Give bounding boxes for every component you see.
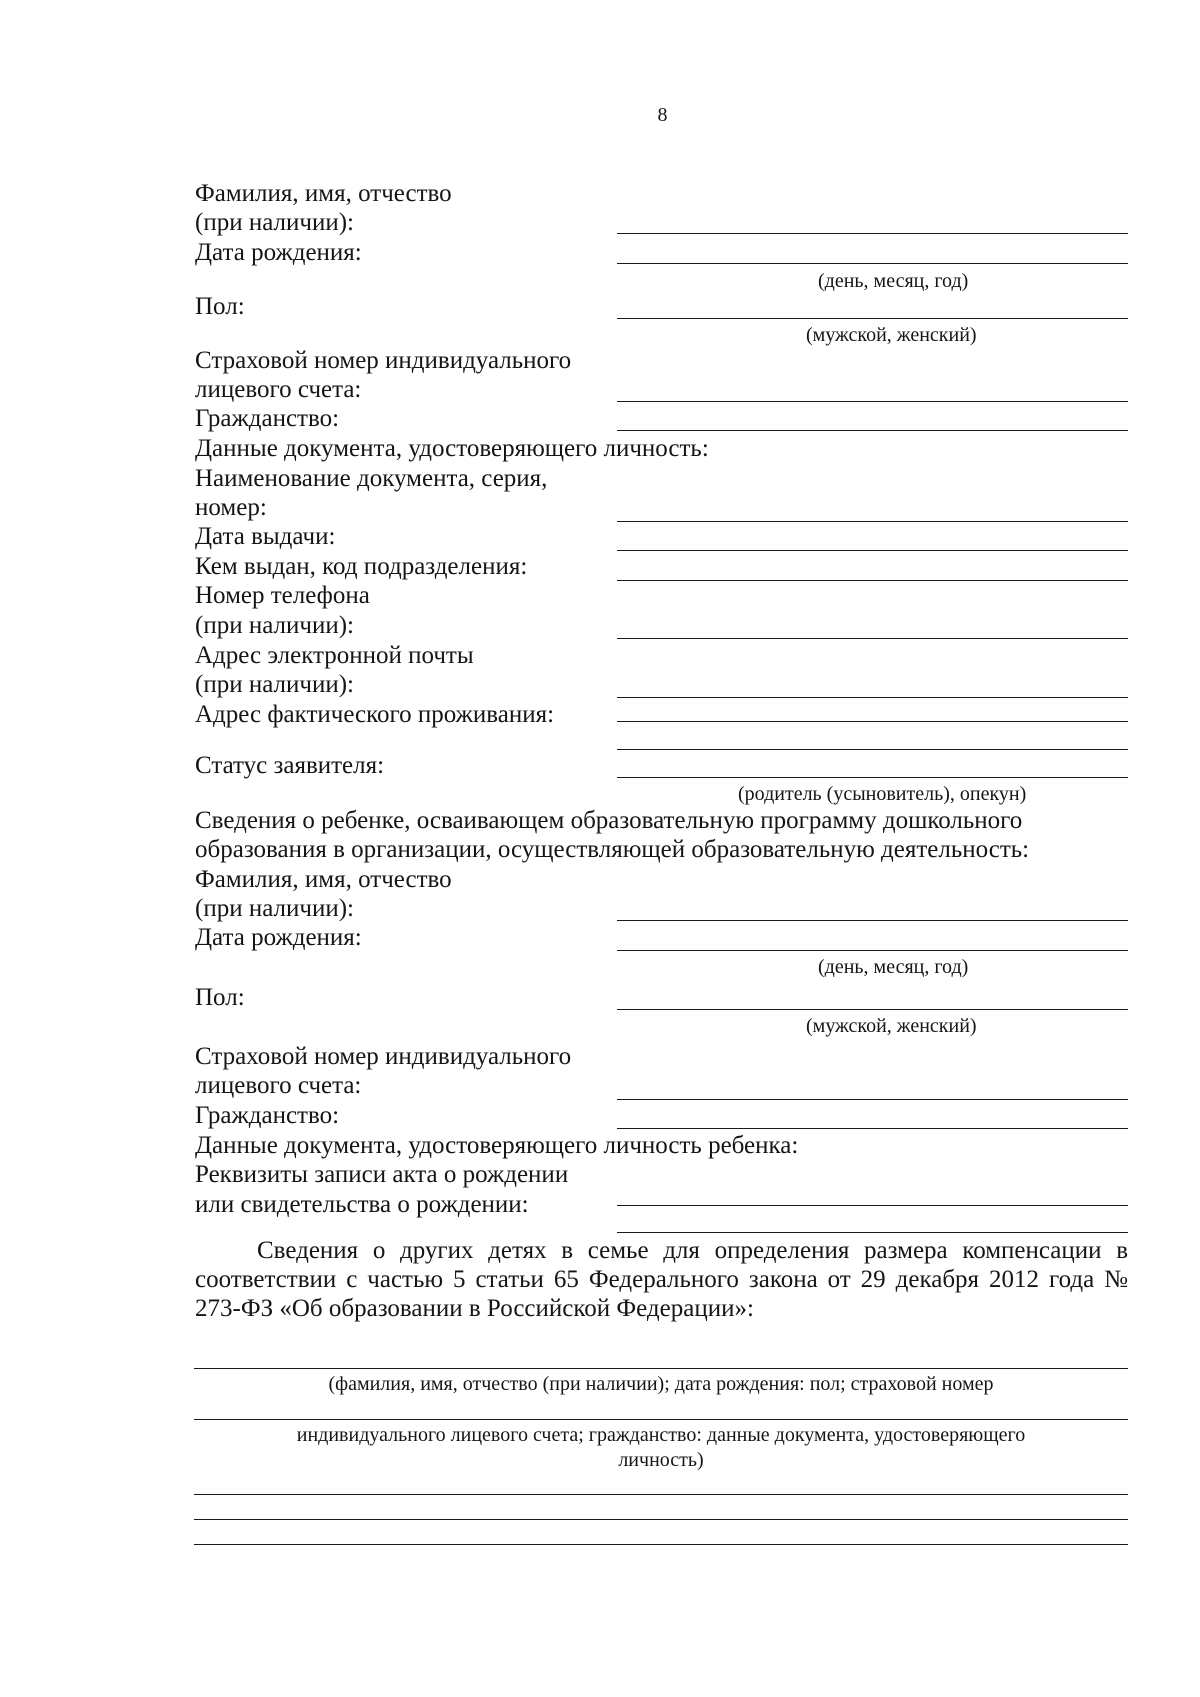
- other-children-field[interactable]: [194, 1368, 1128, 1369]
- applicant-phone-label: Номер телефона: [195, 582, 370, 609]
- applicant-status-field[interactable]: [617, 777, 1128, 778]
- applicant-citizenship-field[interactable]: [617, 430, 1128, 431]
- child-sex-field[interactable]: [617, 1009, 1128, 1010]
- applicant-birth-date-field[interactable]: [617, 263, 1128, 264]
- applicant-email-field[interactable]: [617, 697, 1128, 698]
- other-children-caption-2-cont: личность): [618, 1449, 704, 1471]
- child-id-doc-heading: Данные документа, удостоверяющего личность ребенка:: [195, 1132, 799, 1159]
- child-snils-label: Страховой номер индивидуального: [195, 1043, 572, 1070]
- other-children-text: Сведения о других детях в семье для определения размера компенсации в соответствии с частью 5 статьи 65 Федерального закона от 29 декабря 2012 года № 273-ФЗ «Об образовании в Российской Федерации»:: [195, 1237, 1128, 1322]
- applicant-issued-by-label: Кем выдан, код подразделения:: [195, 553, 528, 580]
- applicant-phone-label-cont: (при наличии):: [195, 612, 354, 639]
- applicant-id-doc-heading: Данные документа, удостоверяющего личность:: [195, 435, 709, 462]
- applicant-doc-name-label: Наименование документа, серия,: [195, 465, 548, 492]
- applicant-birth-date-hint: (день, месяц, год): [818, 270, 969, 292]
- child-birth-date-hint: (день, месяц, год): [818, 956, 969, 978]
- applicant-sex-field[interactable]: [617, 318, 1128, 319]
- other-children-caption: (фамилия, имя, отчество (при наличии); дата рождения: пол; страховой номер: [328, 1373, 994, 1395]
- child-birth-date-field[interactable]: [617, 950, 1128, 951]
- applicant-sex-hint: (мужской, женский): [806, 324, 977, 346]
- other-children-field-line5[interactable]: [194, 1544, 1128, 1545]
- applicant-address-label: Адрес фактического проживания:: [195, 701, 555, 728]
- child-fio-field[interactable]: [617, 920, 1128, 921]
- other-children-caption-2: индивидуального лицевого счета; гражданство: данные документа, удостоверяющего: [296, 1424, 1026, 1446]
- applicant-sex-label: Пол:: [195, 293, 245, 320]
- applicant-citizenship-label: Гражданство:: [195, 405, 340, 432]
- applicant-fio-label: Фамилия, имя, отчество: [195, 180, 452, 207]
- other-children-field-line3[interactable]: [194, 1494, 1128, 1495]
- child-birth-record-label-cont: или свидетельства о рождении:: [195, 1191, 529, 1218]
- other-children-field-line2[interactable]: [194, 1419, 1128, 1420]
- applicant-address-field-line2[interactable]: [617, 749, 1128, 750]
- page-number: 8: [657, 104, 668, 126]
- other-children-field-line4[interactable]: [194, 1519, 1128, 1520]
- applicant-doc-name-label-cont: номер:: [195, 494, 267, 521]
- applicant-snils-field[interactable]: [617, 401, 1128, 402]
- child-snils-label-cont: лицевого счета:: [195, 1072, 362, 1099]
- child-fio-label: Фамилия, имя, отчество: [195, 866, 452, 893]
- applicant-address-field[interactable]: [617, 721, 1128, 722]
- child-citizenship-label: Гражданство:: [195, 1102, 340, 1129]
- child-heading-cont: образования в организации, осуществляющей образовательную деятельность:: [195, 836, 1030, 863]
- applicant-doc-name-field[interactable]: [617, 521, 1128, 522]
- applicant-snils-label: Страховой номер индивидуального: [195, 347, 572, 374]
- child-fio-label-cont: (при наличии):: [195, 895, 354, 922]
- child-citizenship-field[interactable]: [617, 1128, 1128, 1129]
- applicant-phone-field[interactable]: [617, 638, 1128, 639]
- child-birth-date-label: Дата рождения:: [195, 924, 362, 951]
- applicant-status-label: Статус заявителя:: [195, 752, 385, 779]
- other-children-paragraph: [195, 1236, 1128, 1323]
- child-birth-record-field-line2[interactable]: [617, 1232, 1128, 1233]
- child-sex-label: Пол:: [195, 984, 245, 1011]
- applicant-status-hint: (родитель (усыновитель), опекун): [738, 783, 1027, 805]
- child-sex-hint: (мужской, женский): [806, 1015, 977, 1037]
- applicant-birth-date-label: Дата рождения:: [195, 239, 362, 266]
- applicant-fio-label-cont: (при наличии):: [195, 209, 354, 236]
- applicant-issue-date-label: Дата выдачи:: [195, 523, 336, 550]
- child-snils-field[interactable]: [617, 1099, 1128, 1100]
- child-birth-record-label: Реквизиты записи акта о рождении: [195, 1161, 569, 1188]
- applicant-snils-label-cont: лицевого счета:: [195, 376, 362, 403]
- applicant-fio-field[interactable]: [617, 233, 1128, 234]
- child-heading: Сведения о ребенке, осваивающем образовательную программу дошкольного: [195, 807, 1023, 834]
- applicant-email-label: Адрес электронной почты: [195, 642, 474, 669]
- applicant-issued-by-field[interactable]: [617, 580, 1128, 581]
- applicant-email-label-cont: (при наличии):: [195, 671, 354, 698]
- applicant-issue-date-field[interactable]: [617, 550, 1128, 551]
- child-birth-record-field[interactable]: [617, 1205, 1128, 1206]
